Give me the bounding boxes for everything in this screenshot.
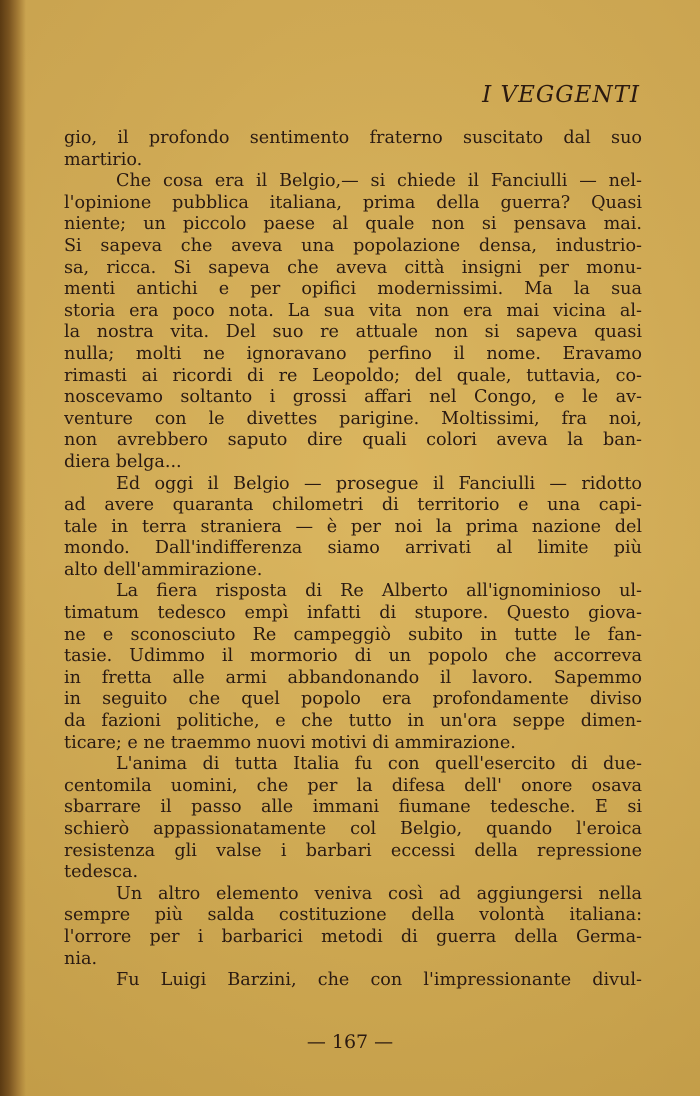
text-line: resistenza gli valse i barbari eccessi della repressione <box>64 840 642 861</box>
text-line: Che cosa era il Belgio,— si chiede il Fanciulli — nel- <box>116 171 642 192</box>
text-line: storia era poco nota. La sua vita non era mai vicina al- <box>64 300 642 321</box>
text-line: gio, il profondo sentimento fraterno suscitato dal suo <box>64 128 642 148</box>
text-line: Fu Luigi Barzini, che con l'impressionante divul- <box>116 970 642 991</box>
text-line: non avrebbero saputo dire quali colori aveva la ban- <box>64 430 642 451</box>
text-line: Un altro elemento veniva così ad aggiungersi nella <box>116 883 642 904</box>
text-line: sa, ricca. Si sapeva che aveva città insigni per monu- <box>64 257 642 278</box>
page-number: — 167 — <box>306 1031 394 1053</box>
text-line: menti antichi e per opifici modernissimi. Ma la sua <box>64 279 642 300</box>
text-line: niente; un piccolo paese al quale non si pensava mai. <box>64 214 642 235</box>
text-line: da fazioni politiche, e che tutto in un'ora seppe dimen- <box>64 711 642 732</box>
text-line: Ed oggi il Belgio — prosegue il Fanciulli — ridotto <box>116 473 642 494</box>
text-line: l'orrore per i barbarici metodi di guerra della Germa- <box>64 926 642 947</box>
text-line: nia. <box>64 948 98 969</box>
text-line: Si sapeva che aveva una popolazione densa, industrio- <box>64 235 642 256</box>
text-line: la nostra vita. Del suo re attuale non si sapeva quasi <box>64 322 642 343</box>
text-line: martirio. <box>64 149 143 170</box>
text-line: diera belga... <box>64 451 182 472</box>
text-line: tasie. Udimmo il mormorio di un popolo che accorreva <box>64 646 642 667</box>
text-line: in seguito che quel popolo era profondamente diviso <box>64 689 642 710</box>
text-line: rimasti ai ricordi di re Leopoldo; del quale, tuttavia, co- <box>64 365 642 386</box>
text-line: alto dell'ammirazione. <box>64 559 263 580</box>
text-line: centomila uomini, che per la difesa dell' onore osava <box>64 775 642 796</box>
text-line: venture con le divettes parigine. Moltissimi, fra noi, <box>64 408 642 429</box>
text-line: noscevamo soltanto i grossi affari nel Congo, e le av- <box>64 387 642 408</box>
text-line: ne e sconosciuto Re campeggiò subito in tutte le fan- <box>64 624 642 645</box>
text-line: sempre più salda costituzione della volontà italiana: <box>64 905 642 926</box>
text-line: nulla; molti ne ignoravano perfino il nome. Eravamo <box>64 343 642 364</box>
text-line: ticare; e ne traemmo nuovi motivi di ammirazione. <box>64 732 516 753</box>
text-line: timatum tedesco empì infatti di stupore. Questo giova- <box>64 603 642 624</box>
text-line: La fiera risposta di Re Alberto all'ignominioso ul- <box>116 581 642 602</box>
text-line: in fretta alle armi abbandonando il lavoro. Sapemmo <box>64 667 642 688</box>
text-line: ad avere quaranta chilometri di territorio e una capi- <box>64 495 642 516</box>
page-binding-shadow <box>0 0 26 1096</box>
body-text <box>64 128 642 992</box>
text-line: mondo. Dall'indifferenza siamo arrivati al limite più <box>64 538 642 559</box>
running-head: I VEGGENTI <box>482 82 640 108</box>
text-line: l'opinione pubblica italiana, prima della guerra? Quasi <box>64 192 642 213</box>
text-line: L'anima di tutta Italia fu con quell'esercito di due- <box>116 754 642 775</box>
text-line: sbarrare il passo alle immani fiumane tedesche. E si <box>64 797 642 818</box>
text-line: tedesca. <box>64 862 139 883</box>
text-line: tale in terra straniera — è per noi la prima nazione del <box>64 516 642 537</box>
text-line: schierò appassionatamente col Belgio, quando l'eroica <box>64 819 642 839</box>
